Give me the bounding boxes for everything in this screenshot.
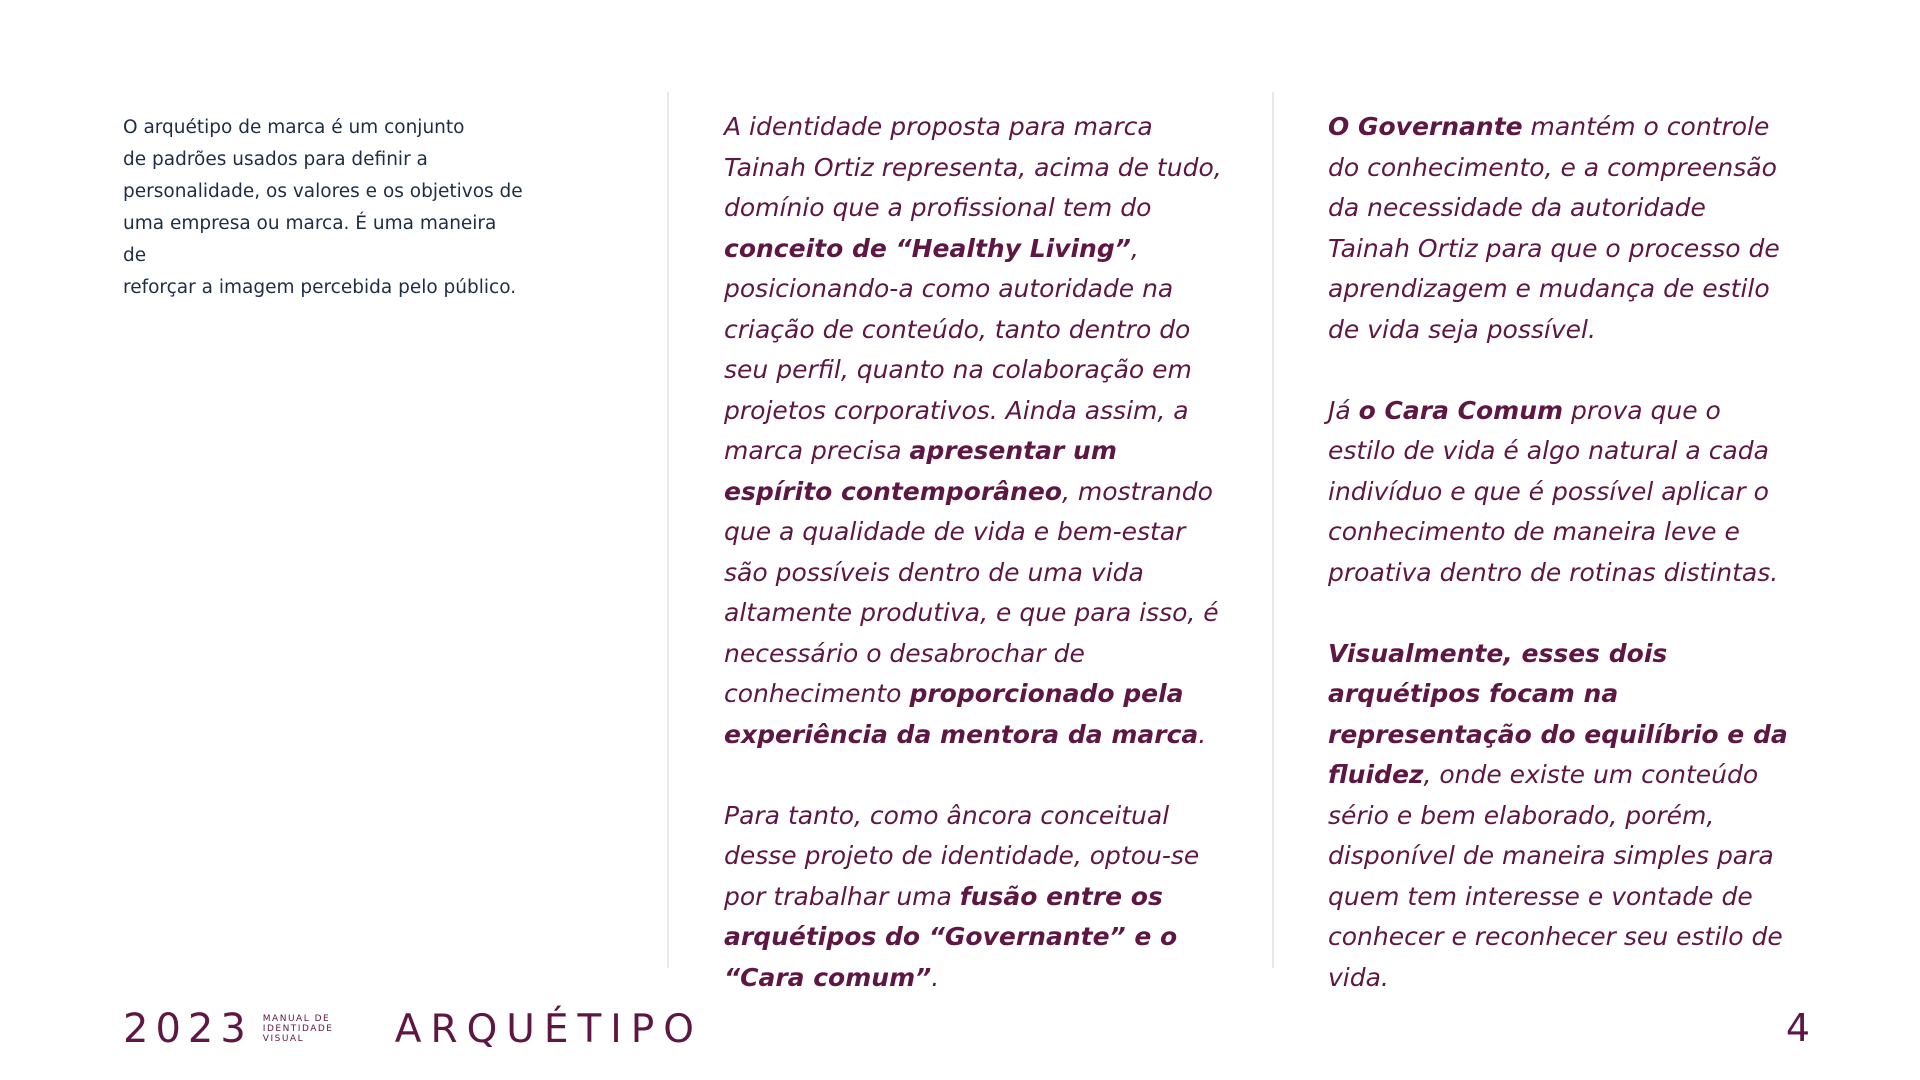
column-divider-left [667,92,669,968]
footer-section-title: ARQUÉTIPO [394,1006,703,1052]
emphasis-balance-fluidity: Visualmente, esses dois arquétipos focam na representação do equilíbrio e da fluidez [1328,638,1788,789]
intro-line: uma empresa ou marca. É uma maneira de [123,213,497,266]
text-span: . [931,962,940,992]
text-span: A identidade proposta para marca Tainah Ortiz representa, acima de tudo, domínio que a profissional tem do [724,112,1222,222]
intro-line: personalidade, os valores e os objetivos de [123,181,523,202]
page-number: 4 [1785,1006,1810,1050]
paragraph-cara-comum [1328,391,1788,594]
column-identity [724,107,1224,998]
intro-line: reforçar a imagem percebida pelo público. [123,277,517,298]
intro-line: de padrões usados para definir a [123,149,428,170]
text-span: , posicionando-a como autoridade na criação de conteúdo, tanto dentro do seu perfil, quanto na colaboração em projetos corporativos. Ainda assim, a marca precisa [724,233,1192,465]
text-span: prova que o estilo de vida é algo natural a cada indivíduo e que é possível aplicar o conhecimento de maneira leve e proativa dentro de rotinas distintas. [1328,395,1779,587]
paragraph-identity [724,107,1224,755]
intro-line: O arquétipo de marca é um conjunto [123,117,465,138]
paragraph-governante [1328,107,1788,350]
paragraph-anchor [724,796,1224,999]
paragraph-visual [1328,634,1788,999]
manual-line: VISUAL [262,1034,305,1044]
footer-year: 2023 [123,1006,253,1052]
footer [123,1004,703,1054]
manual-line: MANUAL DE [262,1014,331,1024]
footer-manual-label [263,1014,353,1044]
text-span: mantém o controle do conhecimento, e a compreensão da necessidade da autoridade Tainah Ortiz para que o processo de aprendizagem e mudança de estilo de vida seja possível. [1328,112,1780,344]
emphasis-cara-comum: o Cara Comum [1358,395,1564,425]
text-span: , onde existe um conteúdo sério e bem elaborado, porém, disponível de maneira simples para quem tem interesse e vontade de conhecer e reconhecer seu estilo de vida. [1328,760,1783,992]
emphasis-governante: O Governante [1328,112,1523,141]
column-divider-right [1272,92,1274,968]
emphasis-healthy-living: conceito de “Healthy Living” [724,233,1131,263]
intro-text [123,112,523,304]
column-archetypes [1328,107,1788,998]
manual-line: IDENTIDADE [262,1024,334,1034]
text-span: , mostrando que a qualidade de vida e bem-estar são possíveis dentro de uma vida altamente produtiva, e que para isso, é necessário o desabrochar de conhecimento [724,476,1219,708]
emphasis-contemporary-spirit: apresentar um espírito contemporâneo [724,436,1117,506]
text-span: . [1198,719,1207,749]
text-span: Para tanto, como âncora conceitual desse projeto de identidade, optou-se por trabalhar uma [724,800,1200,911]
emphasis-mentor-experience: proporcionado pela experiência da mentora da marca [724,679,1199,749]
emphasis-archetype-fusion: fusão entre os arquétipos do “Governante” e o “Cara comum” [724,881,1178,992]
text-span: Já [1328,395,1359,425]
